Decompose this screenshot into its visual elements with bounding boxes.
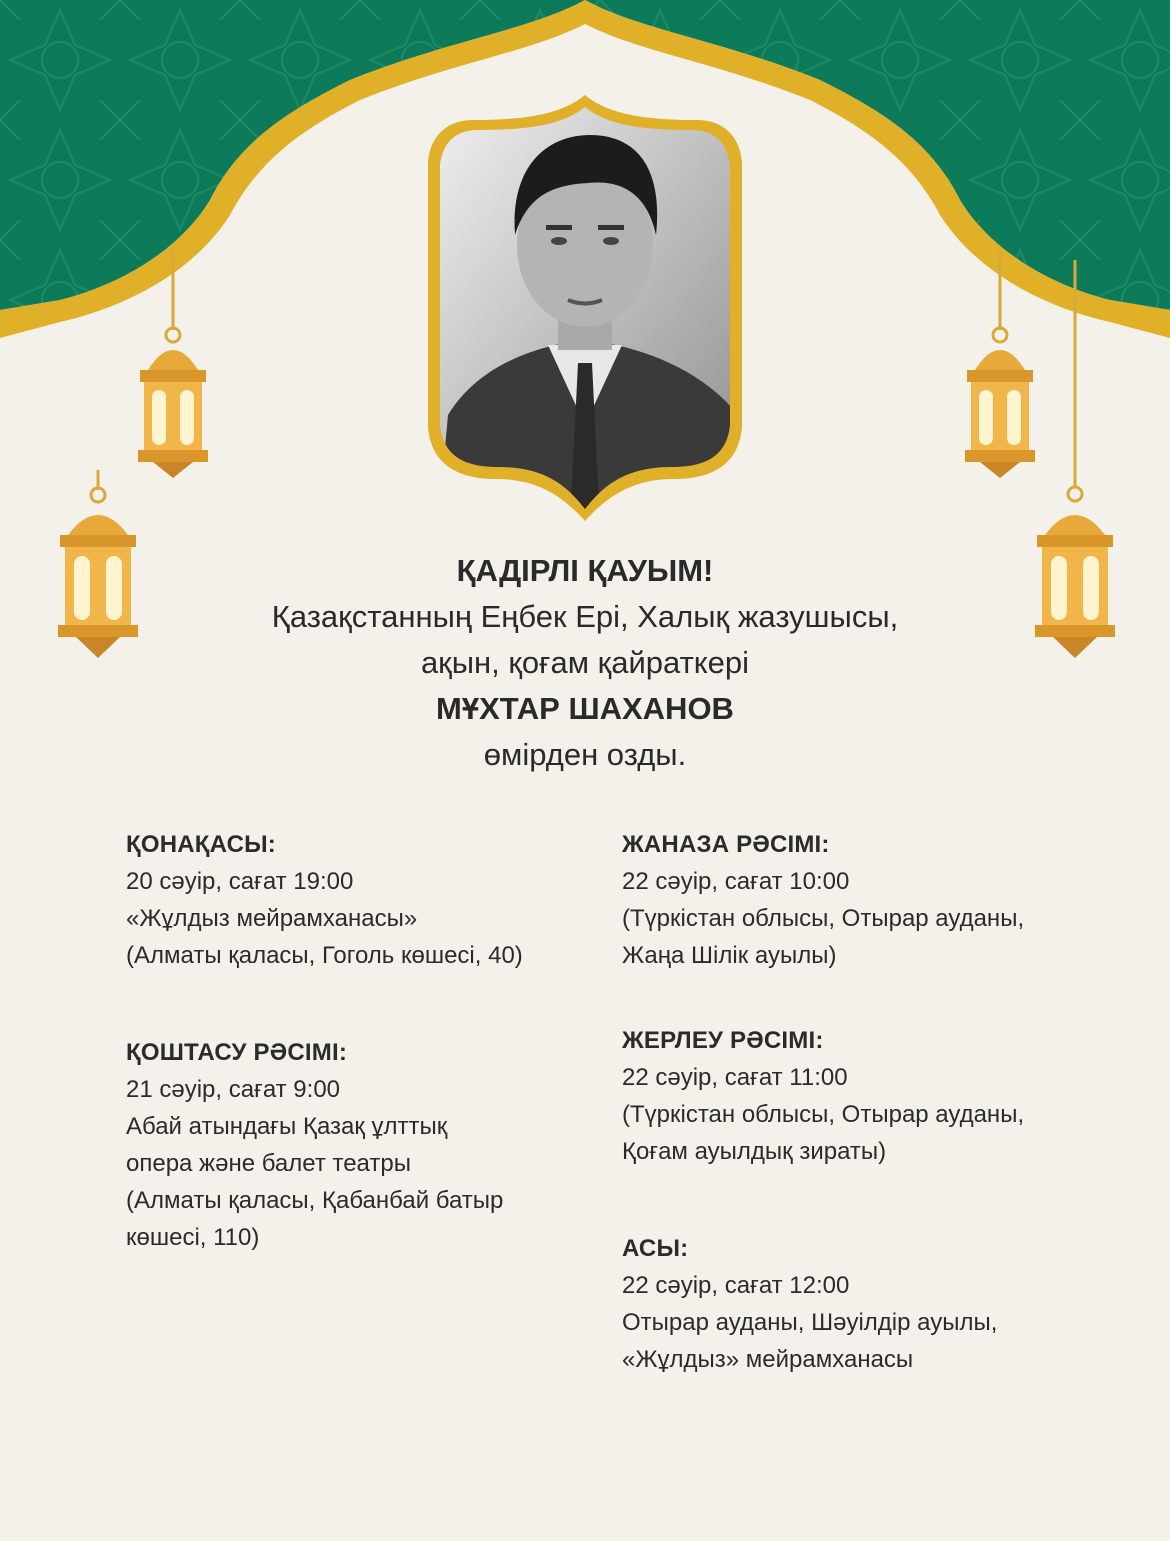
- headline-line-1: Қазақстанның Еңбек Ері, Халық жазушысы,: [271, 599, 899, 634]
- event-title: АСЫ:: [622, 1235, 689, 1262]
- headline: [0, 548, 1170, 778]
- event-line: Отырар ауданы, Шәуілдір ауылы,: [622, 1309, 998, 1336]
- event-line: (Алматы қаласы, Гоголь көшесі, 40): [126, 942, 523, 969]
- event-block-konakasy: [126, 826, 523, 974]
- event-line: 22 сәуір, сағат 12:00: [622, 1272, 850, 1299]
- event-line: Қоғам ауылдық зираты): [622, 1138, 887, 1165]
- event-line: (Түркістан облысы, Отырар ауданы,: [622, 1101, 1025, 1128]
- event-line: 21 сәуір, сағат 9:00: [126, 1076, 341, 1103]
- event-block-zherleu: [622, 1022, 1024, 1170]
- greeting: ҚАДІРЛІ ҚАУЫМ!: [456, 553, 714, 588]
- event-line: Абай атындағы Қазақ ұлттық: [126, 1113, 448, 1140]
- lantern-icon: [128, 250, 218, 480]
- headline-line-2: ақын, қоғам қайраткері: [420, 645, 750, 680]
- event-line: «Жұлдыз» мейрамханасы: [622, 1346, 914, 1373]
- event-block-koshtasu: [126, 1034, 523, 1256]
- headline-line-3: өмірден озды.: [483, 737, 687, 772]
- event-line: 22 сәуір, сағат 10:00: [622, 868, 850, 895]
- event-title: ҚОНАҚАСЫ:: [126, 831, 276, 858]
- event-line: (Түркістан облысы, Отырар ауданы,: [622, 905, 1025, 932]
- event-title: ЖЕРЛЕУ РӘСІМІ:: [622, 1027, 824, 1054]
- event-title: ЖАНАЗА РӘСІМІ:: [622, 831, 830, 858]
- event-line: «Жұлдыз мейрамханасы»: [126, 905, 418, 932]
- event-line: көшесі, 110): [126, 1224, 260, 1251]
- left-column: [126, 826, 523, 1291]
- event-line: 22 сәуір, сағат 11:00: [622, 1064, 848, 1091]
- deceased-name: МҰХТАР ШАХАНОВ: [436, 691, 734, 726]
- event-block-zhanaza: [622, 826, 1024, 974]
- event-title: ҚОШТАСУ РӘСІМІ:: [126, 1039, 348, 1066]
- portrait-photo: [418, 95, 752, 521]
- event-line: (Алматы қаласы, Қабанбай батыр: [126, 1187, 504, 1214]
- event-block-asy: [622, 1230, 1024, 1378]
- right-column: [622, 826, 1024, 1413]
- event-line: опера және балет театры: [126, 1150, 411, 1177]
- event-line: Жаңа Шілік ауылы): [622, 942, 837, 969]
- event-line: 20 сәуір, сағат 19:00: [126, 868, 354, 895]
